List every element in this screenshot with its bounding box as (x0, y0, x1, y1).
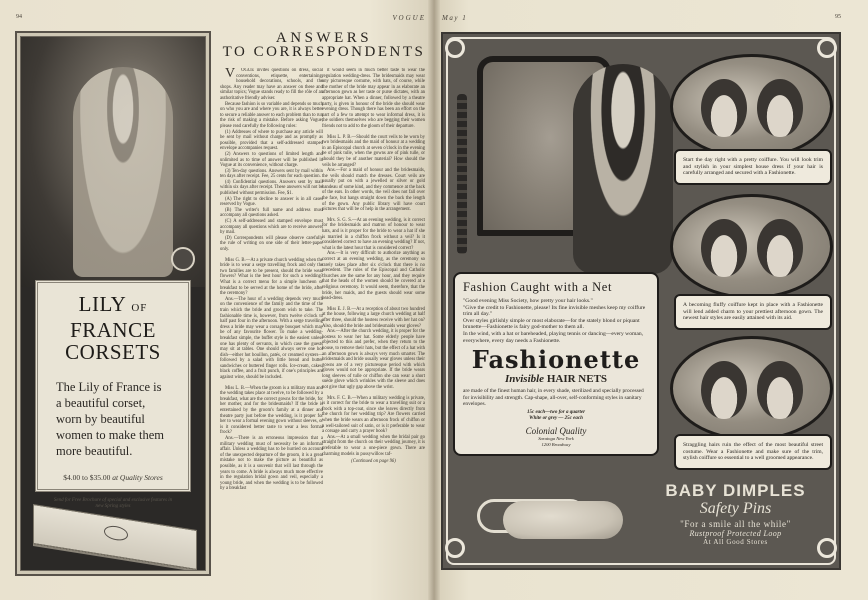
baby-dimples-subtitle: Safety Pins (699, 500, 772, 517)
running-head-date: May 1 (442, 14, 468, 22)
woman-at-mirror-photo (573, 64, 673, 274)
answer-paragraph: Ans.—At a small wedding when the bridal pair go straight from the church on their wedding journey, it is preferable to wear a one-piece gown. There are charming models in pussywillow taf- (322, 434, 425, 457)
answers-paragraph: (4) Confidential questions. Answers sent by mail within six days after receipt. These answers will not be published without permission. Fee, $1. (220, 179, 323, 197)
answer-paragraph: Ans.—It is very difficult to authorize anything as correct at an evening wedding, as the ceremony so rarely takes place after six o'clock that there is no precedent. The rules of the Episcopal and Catholic churches are the same for any hour, and they require that the heads of the women should be covered at a religious ceremony. It would seem, therefore, that the bride, her maids, and the guests should wear some head-dress. (322, 251, 425, 302)
page-number-right: 95 (835, 14, 841, 20)
caption-1: Start the day right with a pretty coiffure. You will look trim and stylish in your simplest house dress if your hair is carefully arranged and secured with a Fashionette. (674, 149, 832, 185)
lily-of-france-ad (15, 31, 211, 576)
fashionette-description: are made of the finest human hair, in every shade, sterilized and specially processed for invisibility and strength. Cap-shape, all-over, self-conforming styles in sanitary envelopes. (463, 388, 644, 407)
maker-city: Saratoga New York (538, 436, 574, 442)
answers-title-line1: ANSWERS (275, 30, 373, 46)
page-number-left: 94 (16, 14, 22, 20)
answer-paragraph: it would seem in much better taste to wear the regulation wedding-dress. The bridesmaids may wear any picturesque costume, with hats, of course, while the mother of the bride may appear in as elaborate an afternoon gown as her taste or purse dictates, with an appropriate hat. When a dinner, followed by a theatre party, is given in honour of the bride she should wear evening dress. Though there has been an effort on the part of a few to attempt to wear informal dress, it is the soldiers themselves who are begging their women friends not to add to the gloom of their departure. (322, 68, 425, 129)
fashionette-headline: Fashion Caught with a Net (463, 280, 613, 294)
fashionette-price: 15c each—two for a quarter White or grey — 25c each (526, 410, 586, 422)
oval-photo-3 (670, 336, 833, 441)
answers-paragraph: (D) Correspondents will please observe carefully the rule of writing on one side of their letter-paper only. (220, 235, 323, 252)
answers-paragraph: V OGUE invites questions on dress, social conventions, etiquette, entertaining, household decorations, schools, and the shops. Any reader may have an answer on these and similar topics; Vogue stands ready to fill the rôle of an authoritative friendly adviser. (220, 68, 323, 101)
caption-3: Straggling hairs ruin the effect of the most beautiful street costume. Wear a Fashionette and make sure of the trim, stylish coiffure so essential to a well groomed appearance. (674, 434, 832, 470)
continued-on-page-link[interactable]: (Continued on page 96) (351, 459, 396, 465)
lily-ad-card (35, 280, 191, 509)
lily-brand-name: LILY OF FRANCE CORSETS (65, 292, 161, 364)
lily-seal-icon (171, 247, 195, 271)
answer-paragraph: Ans.—For a maid of honour and the bridesmaids, the veils should match the dresses. Court veils are usually put on with a jewelled or silver or gold bandeau of some kind, and they commence at the back of the ears. In other words, the veil does not fall over the face, but hangs straight down the back the length of the gown. Any public library will have court pictures that will be of help in the arrangement. (322, 168, 425, 213)
answers-paragraph: (1) Addresses of where to purchase any article will be sent by mail without charge and as promptly as possible, provided that a self-addressed stamped envelope accompanies request. (220, 129, 323, 152)
oval-photo-2 (670, 194, 833, 299)
page-gutter (428, 0, 440, 600)
baby-dimples-stores: At All Good Stores (703, 538, 768, 546)
fashionette-logo: Fashionette (471, 345, 641, 375)
question-paragraph: Miss E. J. B.—At a reception of about two hundred at the house, following a large church wedding at half after three, should the hostess receive with her hat on? Also, should the bride and bridesmaids wear gloves? (322, 306, 425, 329)
question-paragraph: Miss G. B.—At a private church wedding when the bride is to wear a serge travelling frock and only the two families are to be present, should the bride wear flowers? What is the best hour for such a wedding? What is a correct menu for a simple luncheon or breakfast to be served at the home of the bride, after the ceremony? (220, 257, 323, 297)
answers-paragraph: Because fashion is so variable and depends so much on who you are and where you are, it is always better to secure a reliable answer to each problem than to run the risk of making a mistake. Before asking Vogue, please read carefully the following rules: (220, 101, 323, 129)
corner-scroll-icon (817, 38, 837, 58)
box-seal-icon (104, 524, 128, 542)
baby-dimples-title: BABY DIMPLES (665, 481, 806, 500)
fashionette-product-name: Invisible HAIR NETS (504, 373, 608, 386)
lily-price: $4.00 to $35.00 at Quality Stores (63, 473, 163, 482)
fashionette-body: "Good evening Miss Society, how pretty your hair looks." "Give the credit to Fashionette, please! Its fine invisible meshes keep my coiffure trim all day." Over styles girlishly simple or most elaborate—for the stately blond or piquant brunette—Fashionette is fairy god-mother to them all. In the wind, with a hat or bareheaded, playing tennis or dancing—every woman, everywhere, every day needs a Fashionette. (463, 298, 646, 344)
question-paragraph: Miss L. B.—When the groom is a military man and the wedding takes place at twelve, to be followed by a breakfast, what are the correct gowns for the bride, for her mother, and for the bridesmaids? If the bride is entertained by the groom's family at a dinner and theatre party just before the wedding, is it proper for her to wear a formal evening gown without sleeves, or is it considered better taste to wear a less formal frock? (220, 385, 323, 436)
drop-cap: V (225, 68, 236, 81)
answers-paragraph: (B) The writer's full name and address must accompany all questions asked. (220, 207, 323, 219)
baby-dimples-ad (628, 481, 843, 546)
baby-on-safety-pin-photo (473, 489, 623, 544)
seated-woman-figure (73, 67, 173, 277)
question-paragraph: Miss L. P. B.—Should the court veils to be worn by two bridesmaids and the maid of honour at a wedding in an Episcopal church at seven o'clock in the evening be of pink tulle, when the gowns are of pink tulle, or should they be of another material? How should the veils be arranged? (322, 134, 425, 168)
answers-column-2 (322, 68, 425, 598)
question-paragraph: Mrs. S. G. S.—At an evening wedding, is it correct for the bridesmaids and matron of honour to wear hats, and is it proper for the bride to wear a hat if she is married in a chiffon frock without a veil? Is it considered correct to have an evening wedding? If not, what is the latest hour that is considered correct? (322, 217, 425, 251)
baby-figure (503, 501, 623, 539)
answer-paragraph: Ans.—The hour of a wedding depends very much on the convenience of the family and the time of the train which the bride and groom wish to take. The fashionable time is, however, from twelve o'clock to half past four in the afternoon. With a serge travelling dress a bride may wear a corsage bouquet which may be of any favourite flower. To make a wedding-breakfast simple, the buffet style is the easiest unless one has plenty of servants, in which case the guests may sit at tables. One should always serve one hot dish—either hot bouillon, patés, or creamed oysters—followed by a salad with little bread and butter sandwiches or buttered finger rolls. Ice-cream, cakes, black coffee, and a fruit punch, if one's principles are against wine, should be included. (220, 296, 323, 381)
answer-paragraph: Ans.—After the church wedding, it is proper for the hostess to wear her hat. Some elderly people have objected to this and prefer, when they return to the house, to remove their hats, but the effect of a hat with an afternoon gown is always very much smarter. The bridesmaids and bride usually wear gloves unless their gowns are of a very picturesque period with which gloves would not be appropriate. If the bride wears long sleeves of tulle or chiffon she can wear a short suède glove which wrinkles with the sleeve and does not give that ugly gap above the wrist. (322, 329, 425, 391)
baby-dimples-slogan: "For a smile all the while" (680, 519, 791, 529)
answers-paragraph: (3) Ten-day questions. Answers sent by mail within ten days after receipt. Fee, 25 cents for each question. (220, 168, 323, 180)
answers-column-1 (220, 68, 323, 598)
answers-paragraph: (A) The right to decline to answer is in all cases reserved by Vogue. (220, 196, 323, 208)
woman-reading-photo (21, 37, 205, 287)
oval-photo-1 (670, 54, 833, 159)
colonial-quality-logo: Colonial Quality (525, 426, 587, 437)
answer-paragraph: Ans.—There is an erroneous impression that a military wedding must of necessity be an informal affair. Unless a wedding has to be hurried on account of the unexpected departure of the groom, it is a great mistake not to make the picture as beautiful as possible, as it is a souvenir that will last through the years to come. A bride is always much more effective in the regulation bridal gown and veil, especially a young bride, and when the wedding is to be followed by a breakfast (220, 436, 323, 492)
answers-paragraph: (C) A self-addressed and stamped envelope must accompany all questions which are to receive answers by mail. (220, 219, 323, 236)
corner-scroll-icon (445, 538, 465, 558)
mirror-stand (457, 94, 467, 254)
running-head-vogue: VOGUE (392, 14, 426, 22)
lily-brochure-note: Send for Free Brochure of special and exclusive features in new Spring styles (53, 498, 173, 509)
fashionette-ad (441, 32, 841, 570)
corset-box-illustration (33, 504, 197, 570)
fashionette-copy-box (453, 272, 659, 456)
answers-paragraph: (2) Answers to questions of limited length and unlimited as to time of answer will be published in Vogue at its convenience, without charge. (220, 151, 323, 169)
question-paragraph: Mrs. F. C. B.—When a military wedding is private, is it correct for the bride to wear a travelling suit or a frock with a top-coat, since she leaves directly from the church for her wedding trip? Are flowers carried when the bride wears an afternoon frock of chiffon or a well-tailored suit of satin, or is it preferable to wear a corsage and carry a prayer book? (322, 395, 425, 435)
lily-description: The Lily of France is a beautiful corset, worn by beautiful women to make them more beautiful. (56, 380, 164, 458)
answers-title-line2: TO CORRESPONDENTS (222, 44, 426, 60)
maker-address: 1200 Broadway (541, 441, 571, 447)
corner-scroll-icon (445, 38, 465, 58)
caption-2: A becoming fluffy coiffure kept in place with a Fashionette will lend added charm to your prettiest afternoon gown. The newest hair styles are easily attained with its aid. (674, 294, 832, 330)
baby-dimples-features: Rustproof Protected Loop (689, 529, 782, 538)
